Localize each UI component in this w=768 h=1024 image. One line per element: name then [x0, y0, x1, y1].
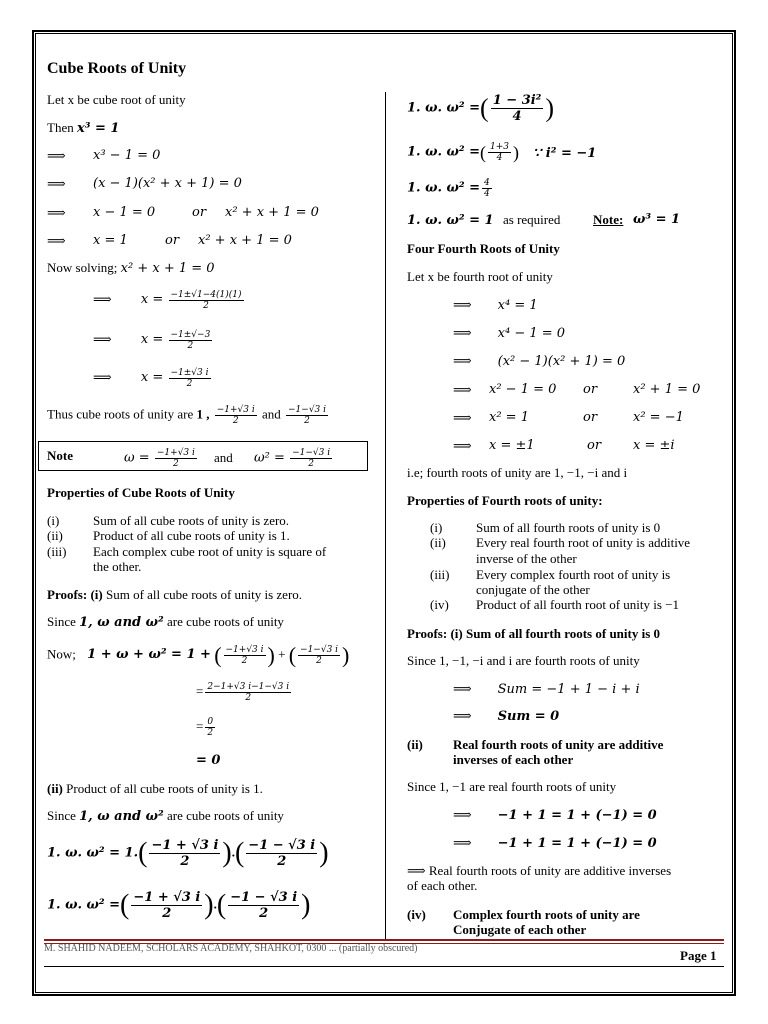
proofs-label: Proofs:	[47, 587, 88, 602]
product-line-1: 1. ω. ω² = 1.( $\frac{-1 + √3 i}{2}$ ).( $\frac{-1 - √3 i}{2}$ )	[47, 837, 329, 869]
fourth-step-2: ⟹ x⁴ − 1 = 0	[453, 325, 566, 341]
cube-prop-2: (ii) Product of all cube roots of unity is 1.	[47, 528, 290, 543]
fourth-prop-3: (iii) Every complex fourth root of unity is	[430, 567, 671, 582]
implies-icon: ⟹	[47, 233, 66, 248]
product-1-fraction-2: $\frac{-1 - √3 i}{2}$	[248, 838, 316, 869]
implies-icon: ⟹	[47, 148, 66, 163]
quadratic-2-fraction: $\frac{-1\pm√-3}{2}$	[170, 330, 211, 351]
right-product-2-fraction: $\frac{1+3}{4}$	[490, 142, 510, 163]
as-required: as required	[503, 212, 561, 227]
omega2-fraction: $\frac{-1-√3 i}{2}$	[292, 448, 331, 469]
step-3-or: or	[192, 205, 207, 220]
proof-iv-right-cont: Conjugate of each other	[453, 922, 587, 937]
fourth-step-5: ⟹ x² = 1 or x² = −1	[453, 410, 684, 425]
fourth-roots-ie: i.e; fourth roots of unity are 1, −1, −i and i	[407, 465, 628, 480]
thus-fraction-2: $\frac{-1-√3 i}{2}$	[288, 405, 327, 426]
x-equals: x =	[140, 292, 164, 308]
additive-1: ⟹ −1 + 1 = 1 + (−1) = 0	[453, 807, 657, 823]
now-fraction-2: $\frac{-1-√3 i}{2}$	[300, 645, 339, 666]
fourth-step-3: ⟹ (x² − 1)(x² + 1) = 0	[453, 353, 626, 369]
fourth-since-1: Since 1, −1, −i and i are fourth roots of unity	[407, 653, 640, 668]
cube-properties-heading: Properties of Cube Roots of Unity	[47, 485, 235, 500]
proof-ii-right-cont: inverses of each other	[453, 752, 574, 767]
step-4	[47, 233, 367, 249]
page-title: Cube Roots of Unity	[47, 60, 187, 77]
fourth-sum-2: ⟹ Sum = 0	[453, 708, 560, 724]
product-2-fraction-1: $\frac{-1 + √3 i}{2}$	[133, 890, 201, 921]
proofs-text: Sum of all cube roots of unity is zero.	[105, 587, 303, 602]
product-line-2: 1. ω. ω² =( $\frac{-1 + √3 i}{2}$ ).( $\frac{-1 - √3 i}{2}$ )	[47, 889, 311, 921]
then-line	[47, 120, 119, 137]
implies-icon: ⟹	[47, 176, 66, 191]
then-label: Then	[47, 120, 74, 135]
fourth-prop-2-cont: inverse of the other	[476, 551, 577, 566]
since-line-2: Since 1, ω and ω² are cube roots of unity	[47, 808, 284, 824]
product-1-fraction-1: $\frac{-1 + √3 i}{2}$	[151, 838, 219, 869]
step-4b-eq: x² + x + 1 = 0	[198, 233, 292, 248]
sum-step-2-fraction: $\frac{2-1+√3 i-1-√3 i}{2}$	[207, 682, 290, 703]
quadratic-1	[93, 290, 246, 320]
sum-step-3-fraction: $\frac{0}{2}$	[207, 717, 214, 738]
implies-icon: ⟹	[93, 369, 112, 385]
quadratic-3	[93, 368, 213, 394]
quadratic-2	[93, 330, 214, 356]
step-4-or: or	[165, 233, 180, 248]
omega2-eq: ω² =	[254, 450, 285, 466]
step-2	[47, 176, 242, 192]
column-divider	[385, 92, 386, 940]
omega-cubed: ω³ = 1	[633, 212, 681, 227]
fourth-step-1: ⟹ x⁴ = 1	[453, 297, 538, 313]
since-line-1: Since 1, ω and ω² are cube roots of unity	[47, 614, 284, 630]
intro-text: Let x be cube root of unity	[47, 92, 186, 107]
right-product-4: 1. ω. ω² = 1 as required Note: ω³ = 1	[407, 212, 681, 228]
because-note: ∵ i² = −1	[533, 146, 597, 161]
cube-prop-1: (i) Sum of all cube roots of unity is zero.	[47, 513, 290, 528]
fourth-prop-1: (i) Sum of all fourth roots of unity is 0	[430, 520, 661, 535]
note-label: Note	[47, 448, 73, 463]
sum-step-2: = $\frac{2-1+√3 i-1-√3 i}{2}$	[196, 682, 290, 703]
x-equals: x =	[140, 332, 164, 348]
now-fraction-1: $\frac{-1+√3 i}{2}$	[225, 645, 264, 666]
omega-eq: ω =	[124, 450, 150, 466]
step-3b-eq: x² + x + 1 = 0	[225, 205, 319, 220]
fourth-proofs-heading: Proofs: (i) Sum of all fourth roots of unity is 0	[407, 626, 661, 641]
step-3	[47, 205, 367, 221]
fourth-prop-2: (ii) Every real fourth root of unity is additive	[430, 535, 691, 550]
fourth-prop-4: (iv) Product of all fourth root of unity is −1	[430, 597, 680, 612]
then-equation: x³ = 1	[76, 121, 120, 136]
proof-ii-right: (ii) Real fourth roots of unity are additive	[407, 737, 664, 752]
fourth-since-2: Since 1, −1 are real fourth roots of unity	[407, 779, 617, 794]
note-line	[47, 448, 362, 470]
fourth-step-4: ⟹ x² − 1 = 0 or x² + 1 = 0	[453, 382, 701, 397]
fourth-intro: Let x be fourth root of unity	[407, 269, 553, 284]
footer-bottom-rule	[44, 966, 724, 967]
right-product-3: 1. ω. ω² = $\frac{4}{4}$	[407, 178, 490, 199]
now-lhs: 1 + ω + ω² = 1 +	[87, 647, 211, 663]
solving-label: Now solving;	[47, 260, 118, 275]
thus-fraction-1: $\frac{-1+√3 i}{2}$	[216, 405, 255, 426]
sum-step-4: = 0	[196, 753, 221, 768]
since-math: 1, ω and ω²	[79, 615, 164, 630]
right-product-1: 1. ω. ω² =( $\frac{\text{1 − 3i²}}{4}$ )	[407, 93, 555, 124]
implies-icon: ⟹	[93, 331, 112, 347]
sum-step-3: = $\frac{0}{2}$	[196, 717, 214, 738]
step-1-eq: x³ − 1 = 0	[93, 148, 161, 163]
cube-prop-3-cont: the other.	[93, 559, 142, 574]
thus-text: Thus cube roots of unity are	[47, 406, 194, 422]
implies-icon: ⟹	[93, 291, 112, 307]
proof-iv-right: (iv) Complex fourth roots of unity are	[407, 907, 640, 922]
fourth-roots-heading: Four Fourth Roots of Unity	[407, 241, 560, 256]
product-2-fraction-2: $\frac{-1 - √3 i}{2}$	[230, 890, 298, 921]
thus-line	[47, 405, 330, 433]
step-3a-eq: x − 1 = 0	[93, 205, 156, 220]
now-line: Now; 1 + ω + ω² = 1 + ( $\frac{-1+√3 i}{2}$ ) + ( $\frac{-1-√3 i}{2}$ )	[47, 642, 350, 668]
proofs-line	[47, 587, 302, 603]
thus-one: 1 ,	[196, 406, 210, 422]
page-number: Page 1	[680, 948, 717, 963]
footer-text: M. SHAHID NADEEM, SCHOLARS ACADEMY, SHAHKOT, 0300 ... (partially obscured)	[44, 944, 418, 954]
right-product-2: 1. ω. ω² =( $\frac{1+3}{4}$ ) ∵ i² = −1	[407, 142, 597, 163]
solving-line	[47, 260, 215, 277]
additive-conclusion: ⟹ Real fourth roots of unity are additive inverses	[407, 863, 672, 878]
note-and: and	[214, 450, 233, 465]
fourth-properties-heading: Properties of Fourth roots of unity:	[407, 493, 603, 508]
additive-2: ⟹ −1 + 1 = 1 + (−1) = 0	[453, 835, 657, 851]
step-1	[47, 148, 161, 164]
note-label-2: Note:	[593, 212, 624, 227]
right-product-1-fraction: $\frac{\text{1 − 3i²}}{4}$	[492, 93, 542, 124]
quadratic-1-fraction: $\frac{-1\pm√1-4(1)(1)}{2}$	[170, 290, 242, 311]
cube-prop-3: (iii) Each complex cube root of unity is square of	[47, 544, 327, 559]
omega-fraction: $\frac{-1+√3 i}{2}$	[156, 448, 195, 469]
quadratic-3-fraction: $\frac{-1\pm√3 i}{2}$	[170, 368, 209, 389]
step-2-eq: (x − 1)(x² + x + 1) = 0	[93, 176, 242, 191]
thus-and: and	[261, 406, 281, 422]
fourth-step-6: ⟹ x = ±1 or x = ±i	[453, 438, 675, 453]
right-product-3-fraction: $\frac{4}{4}$	[484, 178, 490, 199]
solving-eq: x² + x + 1 = 0	[120, 261, 215, 276]
x-equals: x =	[140, 370, 164, 386]
fourth-sum-1: ⟹ Sum = −1 + 1 − i + i	[453, 681, 640, 697]
proofs-i: (i)	[90, 587, 103, 602]
fourth-prop-3-cont: conjugate of the other	[476, 582, 590, 597]
now-label: Now;	[47, 646, 76, 662]
implies-icon: ⟹	[47, 205, 66, 220]
additive-conclusion-cont: of each other.	[407, 878, 478, 893]
footer-rule-thick	[44, 939, 724, 941]
proof-ii-line: (ii) Product of all cube roots of unity is 1.	[47, 781, 263, 796]
step-4a-eq: x = 1	[93, 233, 128, 248]
